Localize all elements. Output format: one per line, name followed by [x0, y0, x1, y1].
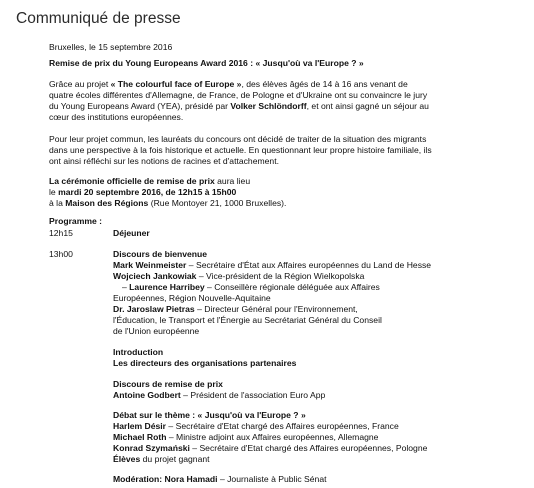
project-name: « The colourful face of Europe » — [110, 79, 242, 89]
welcome-heading: Discours de bienvenue — [113, 249, 208, 259]
ceremony-venue: Maison des Régions — [65, 198, 149, 208]
award-speaker: Antoine Godbert – Président de l'association Euro App — [113, 390, 326, 400]
intro-line-4: cœur des institutions européennes. — [49, 112, 184, 122]
time-13h00: 13h00 — [49, 249, 73, 259]
welcome-speaker-4-role: l'Éducation, le Transport et l'Énergie au Secrétariat Général du Conseil — [113, 315, 382, 325]
debate-speaker-1: Harlem Désir – Secrétaire d'Etat chargé des Affaires européennes, France — [113, 421, 399, 431]
debate-speaker-4: Élèves du projet gagnant — [113, 454, 210, 464]
debate-speaker-2: Michael Roth – Ministre adjoint aux Affaires européennes, Allemagne — [113, 432, 379, 442]
intro-line-3: du Young Europeans Award (YEA), présidé par Volker Schlöndorff, et ont ainsi gagné un séjour au — [49, 101, 429, 111]
programme-label: Programme : — [49, 216, 103, 226]
lunch-item: Déjeuner — [113, 228, 150, 238]
headline: Remise de prix du Young Europeans Award 2016 : « Jusqu'où va l'Europe ? » — [49, 58, 364, 68]
debate-heading: Débat sur le thème : « Jusqu'où va l'Europe ? » — [113, 410, 306, 420]
moderation-line: Modération: Nora Hamadi – Journaliste à Public Sénat — [113, 474, 327, 484]
dateline: Bruxelles, le 15 septembre 2016 — [49, 42, 173, 52]
introduction-line: Les directeurs des organisations partenaires — [113, 358, 297, 368]
welcome-speaker-2: Wojciech Jankowiak – Vice-président de la Région Wielkopolska — [113, 271, 365, 281]
project-line-1: Pour leur projet commun, les lauréats du concours ont décidé de traiter de la situation des migrants — [49, 134, 427, 144]
award-heading: Discours de remise de prix — [113, 379, 223, 389]
welcome-speaker-1: Mark Weinmeister – Secrétaire d'État aux Affaires européennes du Land de Hesse — [113, 260, 432, 270]
ceremony-line-3: à la Maison des Régions (Rue Montoyer 21, 1000 Bruxelles). — [49, 198, 287, 208]
ceremony-line-1: La cérémonie officielle de remise de prix aura lieu — [49, 176, 251, 186]
intro-line-1: Grâce au projet « The colourful face of Europe », des élèves âgés de 14 à 16 ans venant de — [49, 79, 408, 89]
page-title: Communiqué de presse — [16, 10, 181, 27]
introduction-heading: Introduction — [113, 347, 164, 357]
welcome-speaker-3-role: Européennes, Région Nouvelle-Aquitaine — [113, 293, 271, 303]
project-line-2: dans une perspective à la fois historique et actuelle. En questionnant leur propre histoire familiale, ils — [49, 145, 432, 155]
intro-line-2: quatre écoles différentes d'Allemagne, de France, de Pologne et d'Ukraine ont su convaincre le jury — [49, 90, 428, 100]
debate-speaker-3: Konrad Szymański – Secrétaire d'Etat chargé des Affaires européennes, Pologne — [113, 443, 428, 453]
time-12h15: 12h15 — [49, 228, 73, 238]
jury-president: Volker Schlöndorff — [230, 101, 307, 111]
ceremony-line-2: le mardi 20 septembre 2016, de 12h15 à 15h00 — [49, 187, 237, 197]
welcome-speaker-3: – Laurence Harribey – Conseillère régionale déléguée aux Affaires — [122, 282, 380, 292]
ceremony-date: mardi 20 septembre 2016, de 12h15 à 15h00 — [58, 187, 237, 197]
project-line-3: ont ainsi réfléchi sur les notions de racines et d'attachement. — [49, 156, 279, 166]
welcome-speaker-4: Dr. Jaroslaw Pietras – Directeur Général pour l'Environnement, — [113, 304, 358, 314]
welcome-speaker-4-role-cont: de l'Union européenne — [113, 326, 200, 336]
